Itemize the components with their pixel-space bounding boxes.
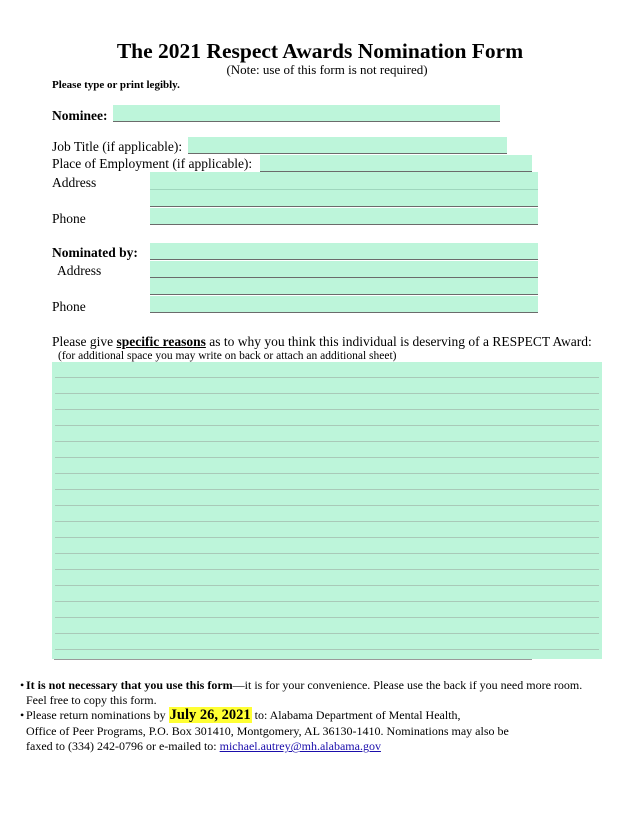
form-note: (Note: use of this form is not required) [226,62,428,77]
nominee-field[interactable] [113,105,500,122]
nominator-address-field-2[interactable] [150,278,538,295]
nominee-phone-field[interactable] [150,208,538,225]
page-title: The 2021 Respect Awards Nomination Form [116,39,524,63]
employment-field[interactable] [260,155,532,172]
nominee-address-field-2[interactable] [150,190,538,207]
job-title-field[interactable] [188,137,507,154]
email-link[interactable]: michael.autrey@mh.alabama.gov [219,739,381,753]
bullet-icon: • [20,678,25,692]
print-instruction: Please type or print legibly. [52,79,180,91]
footer-note-1-line-2: Feel free to copy this form. [26,693,157,707]
nominator-name-field[interactable] [150,243,538,260]
deadline-date: July 26, 2021 [169,707,251,723]
employment-label: Place of Employment (if applicable): [52,156,253,171]
footer-note-2: • Please return nominations by July 26, 2021 to: Alabama Department of Mental Health, [20,707,461,723]
job-title-label: Job Title (if applicable): [52,139,183,154]
nominee-label: Nominee: [52,108,108,123]
reasons-textarea[interactable] [52,362,602,659]
nominator-phone-label: Phone [52,299,86,314]
footer-note-2-line-3: faxed to (334) 242-0796 or e-mailed to: michael.autrey@mh.alabama.gov [26,739,381,753]
nominee-address-field-1[interactable] [150,172,538,190]
bullet-icon: • [20,708,25,722]
reasons-emphasis: specific reasons [116,334,206,349]
nominee-phone-label: Phone [52,211,86,226]
reasons-sub-note: (for additional space you may write on back or attach an additional sheet) [58,350,397,362]
nominator-address-label: Address [57,263,102,278]
nominee-address-label: Address [52,175,97,190]
footer-note-2-line-2: Office of Peer Programs, P.O. Box 301410, Montgomery, AL 36130-1410. Nominations may also be [26,724,509,738]
nominator-phone-field[interactable] [150,296,538,313]
nominated-by-label: Nominated by: [52,245,138,260]
nominator-address-field-1[interactable] [150,261,538,278]
footer-note-1: • It is not necessary that you use this form—it is for your convenience. Please use the back if you need more room. [20,678,583,692]
reasons-bottom-line [54,659,532,660]
reasons-prompt: Please give specific reasons as to why you think this individual is deserving of a RESPECT Award: [52,334,592,349]
